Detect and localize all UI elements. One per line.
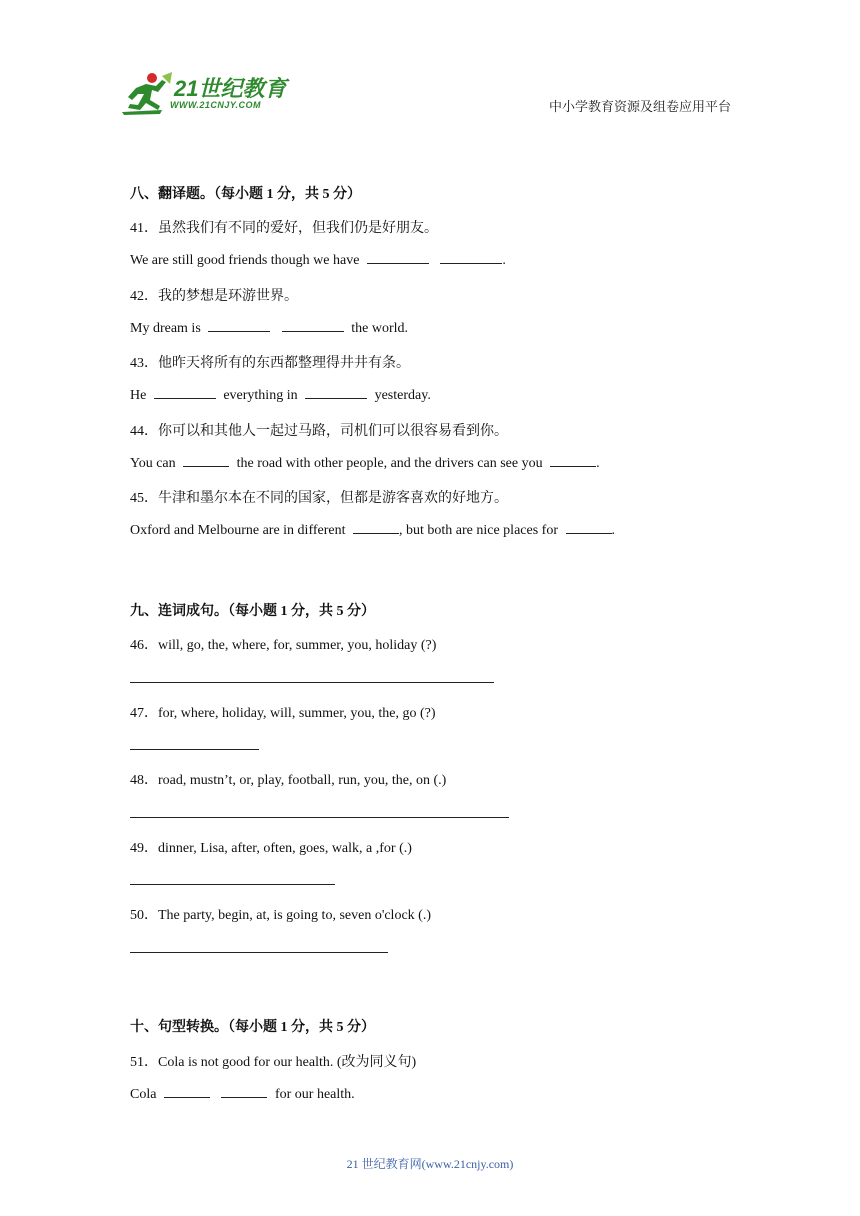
question-46: 46．will, go, the, where, for, summer, you, holiday (?) (130, 638, 437, 653)
logo-url: WWW.21CNJY.COM (170, 100, 262, 110)
answer-42-end: the world. (351, 321, 409, 336)
answer-43-text: He (130, 388, 147, 403)
answer-42-text: My dream is (130, 321, 201, 336)
blank[interactable] (282, 319, 344, 332)
blank[interactable] (440, 251, 502, 264)
page-header (0, 0, 860, 130)
page-footer[interactable]: 21 世纪教育网(www.21cnjy.com) (346, 1157, 514, 1171)
blank[interactable] (353, 521, 399, 534)
section-9-title: 九、连词成句。（每小题 1 分，共 5 分） (130, 604, 375, 619)
question-41: 41．虽然我们有不同的爱好，但我们仍是好朋友。 (130, 221, 438, 236)
answer-41 (130, 251, 506, 269)
blank[interactable] (208, 319, 270, 332)
answer-line-49[interactable] (130, 884, 335, 885)
answer-41-text: We are still good friends though we have (130, 253, 360, 268)
question-44: 44．你可以和其他人一起过马路，司机们可以很容易看到你。 (130, 424, 508, 439)
question-47: 47．for, where, holiday, will, summer, you, the, go (?) (130, 706, 436, 721)
answer-43 (130, 386, 431, 404)
answer-51-end: for our health. (274, 1087, 355, 1102)
question-42: 42．我的梦想是环游世界。 (130, 289, 298, 304)
answer-42 (130, 319, 408, 337)
runner-logo-icon (122, 70, 174, 116)
logo-text: 21世纪教育 (174, 76, 287, 101)
answer-41-end: . (502, 253, 506, 268)
blank[interactable] (305, 386, 367, 399)
answer-43-mid: everything in (223, 388, 298, 403)
site-logo (122, 70, 292, 116)
answer-51 (130, 1085, 355, 1103)
answer-51-text: Cola (130, 1087, 157, 1102)
answer-line-46[interactable] (130, 682, 494, 683)
answer-44-mid: the road with other people, and the drivers can see you (236, 456, 543, 471)
answer-line-48[interactable] (130, 817, 509, 818)
blank[interactable] (566, 521, 612, 534)
answer-44-end: . (596, 456, 600, 471)
header-tagline: 中小学教育资源及组卷应用平台 (549, 100, 732, 115)
answer-44-text: You can (130, 456, 176, 471)
answer-45-text: Oxford and Melbourne are in different (130, 523, 346, 538)
answer-line-47[interactable] (130, 749, 259, 750)
blank[interactable] (183, 454, 229, 467)
question-51: 51．Cola is not good for our health. (改为同义句) (130, 1055, 417, 1070)
answer-line-50[interactable] (130, 952, 388, 953)
question-43: 43．他昨天将所有的东西都整理得井井有条。 (130, 356, 410, 371)
blank[interactable] (367, 251, 429, 264)
answer-43-end: yesterday. (374, 388, 431, 403)
question-49: 49．dinner, Lisa, after, often, goes, walk, a ,for (.) (130, 841, 412, 856)
blank[interactable] (550, 454, 596, 467)
question-48: 48．road, mustn’t, or, play, football, run, you, the, on (.) (130, 773, 447, 788)
section-10-title: 十、句型转换。（每小题 1 分，共 5 分） (130, 1020, 375, 1035)
blank[interactable] (221, 1085, 267, 1098)
blank[interactable] (164, 1085, 210, 1098)
question-50: 50．The party, begin, at, is going to, seven o'clock (.) (130, 908, 431, 923)
section-8-title: 八、翻译题。（每小题 1 分，共 5 分） (130, 187, 361, 202)
question-45: 45．牛津和墨尔本在不同的国家，但都是游客喜欢的好地方。 (130, 491, 508, 506)
answer-45-end: . (611, 523, 615, 538)
answer-45 (130, 521, 615, 539)
answer-44 (130, 454, 600, 472)
blank[interactable] (154, 386, 216, 399)
answer-45-mid: , but both are nice places for (399, 523, 558, 538)
